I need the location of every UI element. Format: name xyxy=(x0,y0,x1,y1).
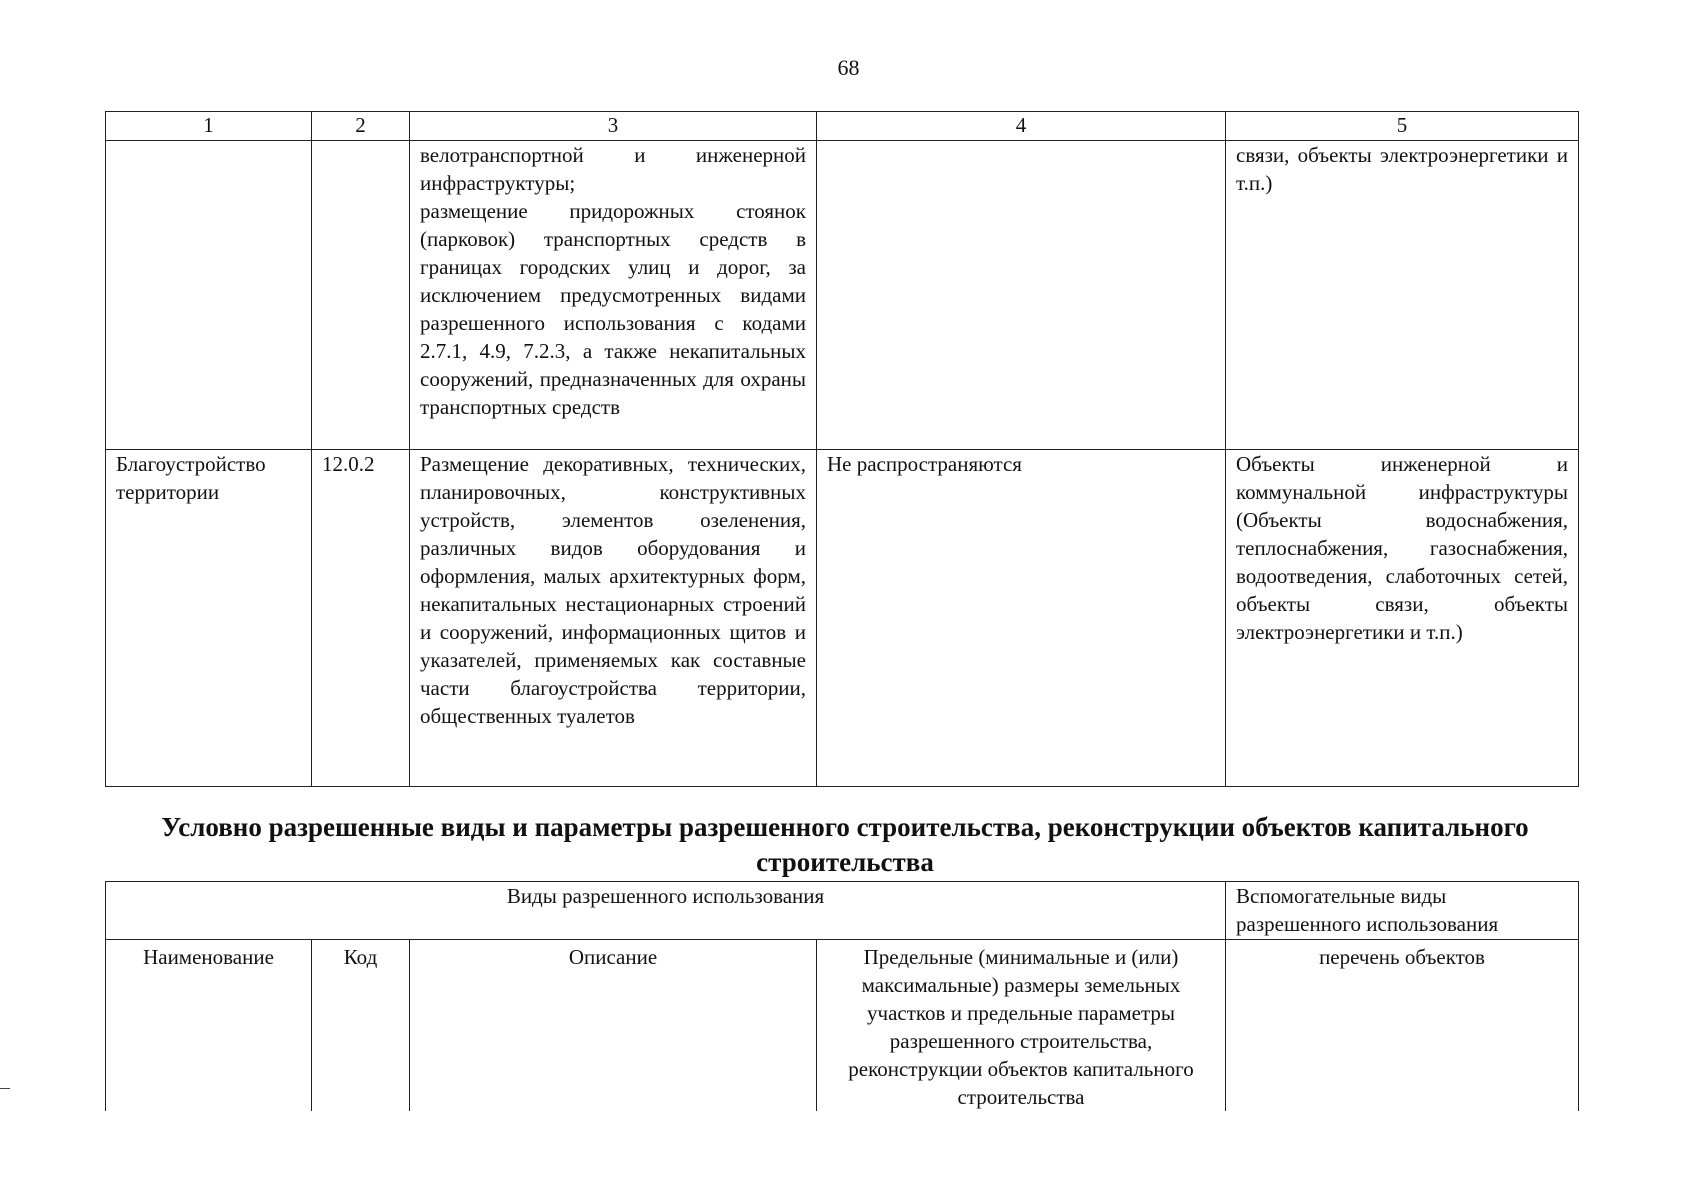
margin-mark xyxy=(0,1088,10,1089)
params-column-header: Предельные (минимальные и (или) максимальные) размеры земельных участков и предельные параметры разрешенного строительства, реконструкции объектов капитального строительства xyxy=(817,940,1226,1112)
objects-cell: Объекты инженерной и коммунальной инфраструктуры (Объекты водоснабжения, теплоснабжения, газоснабжения, водоотведения, слаботочных сетей, объекты связи, объекты электроэнергетики и т.п.) xyxy=(1226,450,1579,787)
page-number: 68 xyxy=(837,55,860,80)
section-title: Условно разрешенные виды и параметры разрешенного строительства, реконструкции объектов капитального строительства xyxy=(161,812,1529,877)
params-cell: Не распространяются xyxy=(817,450,1226,787)
column-number: 2 xyxy=(312,112,410,141)
empty-cell xyxy=(312,141,410,450)
description-column-header: Описание xyxy=(410,940,817,1112)
objects-column-header: перечень объектов xyxy=(1226,940,1579,1112)
code-column-header: Код xyxy=(312,940,410,1112)
table-row xyxy=(106,141,1579,450)
column-header-row xyxy=(106,940,1579,1112)
permitted-uses-header: Виды разрешенного использования xyxy=(106,882,1226,940)
aux-uses-header: Вспомогательные виды разрешенного использования xyxy=(1226,882,1579,940)
use-code-cell: 12.0.2 xyxy=(312,450,410,787)
objects-cell: связи, объекты электроэнергетики и т.п.) xyxy=(1226,141,1579,450)
column-number: 3 xyxy=(410,112,817,141)
conditional-uses-table xyxy=(105,881,1579,1111)
empty-cell xyxy=(106,141,312,450)
empty-cell xyxy=(817,141,1226,450)
group-header-row xyxy=(106,882,1579,940)
column-number: 5 xyxy=(1226,112,1579,141)
column-number-row xyxy=(106,112,1579,141)
column-number: 1 xyxy=(106,112,312,141)
use-name-cell: Благоустройство территории xyxy=(106,450,312,787)
permitted-uses-table xyxy=(105,111,1579,787)
name-column-header: Наименование xyxy=(106,940,312,1112)
description-cell: Размещение декоративных, технических, планировочных, конструктивных устройств, элементов озеленения, различных видов оборудования и оформления, малых архитектурных форм, некапитальных нестационарных строений и сооружений, информационных щитов и указателей, применяемых как составные части благоустройства территории, общественных туалетов xyxy=(410,450,817,787)
column-number: 4 xyxy=(817,112,1226,141)
table-row xyxy=(106,450,1579,787)
description-cell: велотранспортной и инженерной инфраструктуры; размещение придорожных стоянок (парковок) транспортных средств в границах городских улиц и дорог, за исключением предусмотренных видами разрешенного использования с кодами 2.7.1, 4.9, 7.2.3, а также некапитальных сооружений, предназначенных для охраны транспортных средств xyxy=(410,141,817,450)
